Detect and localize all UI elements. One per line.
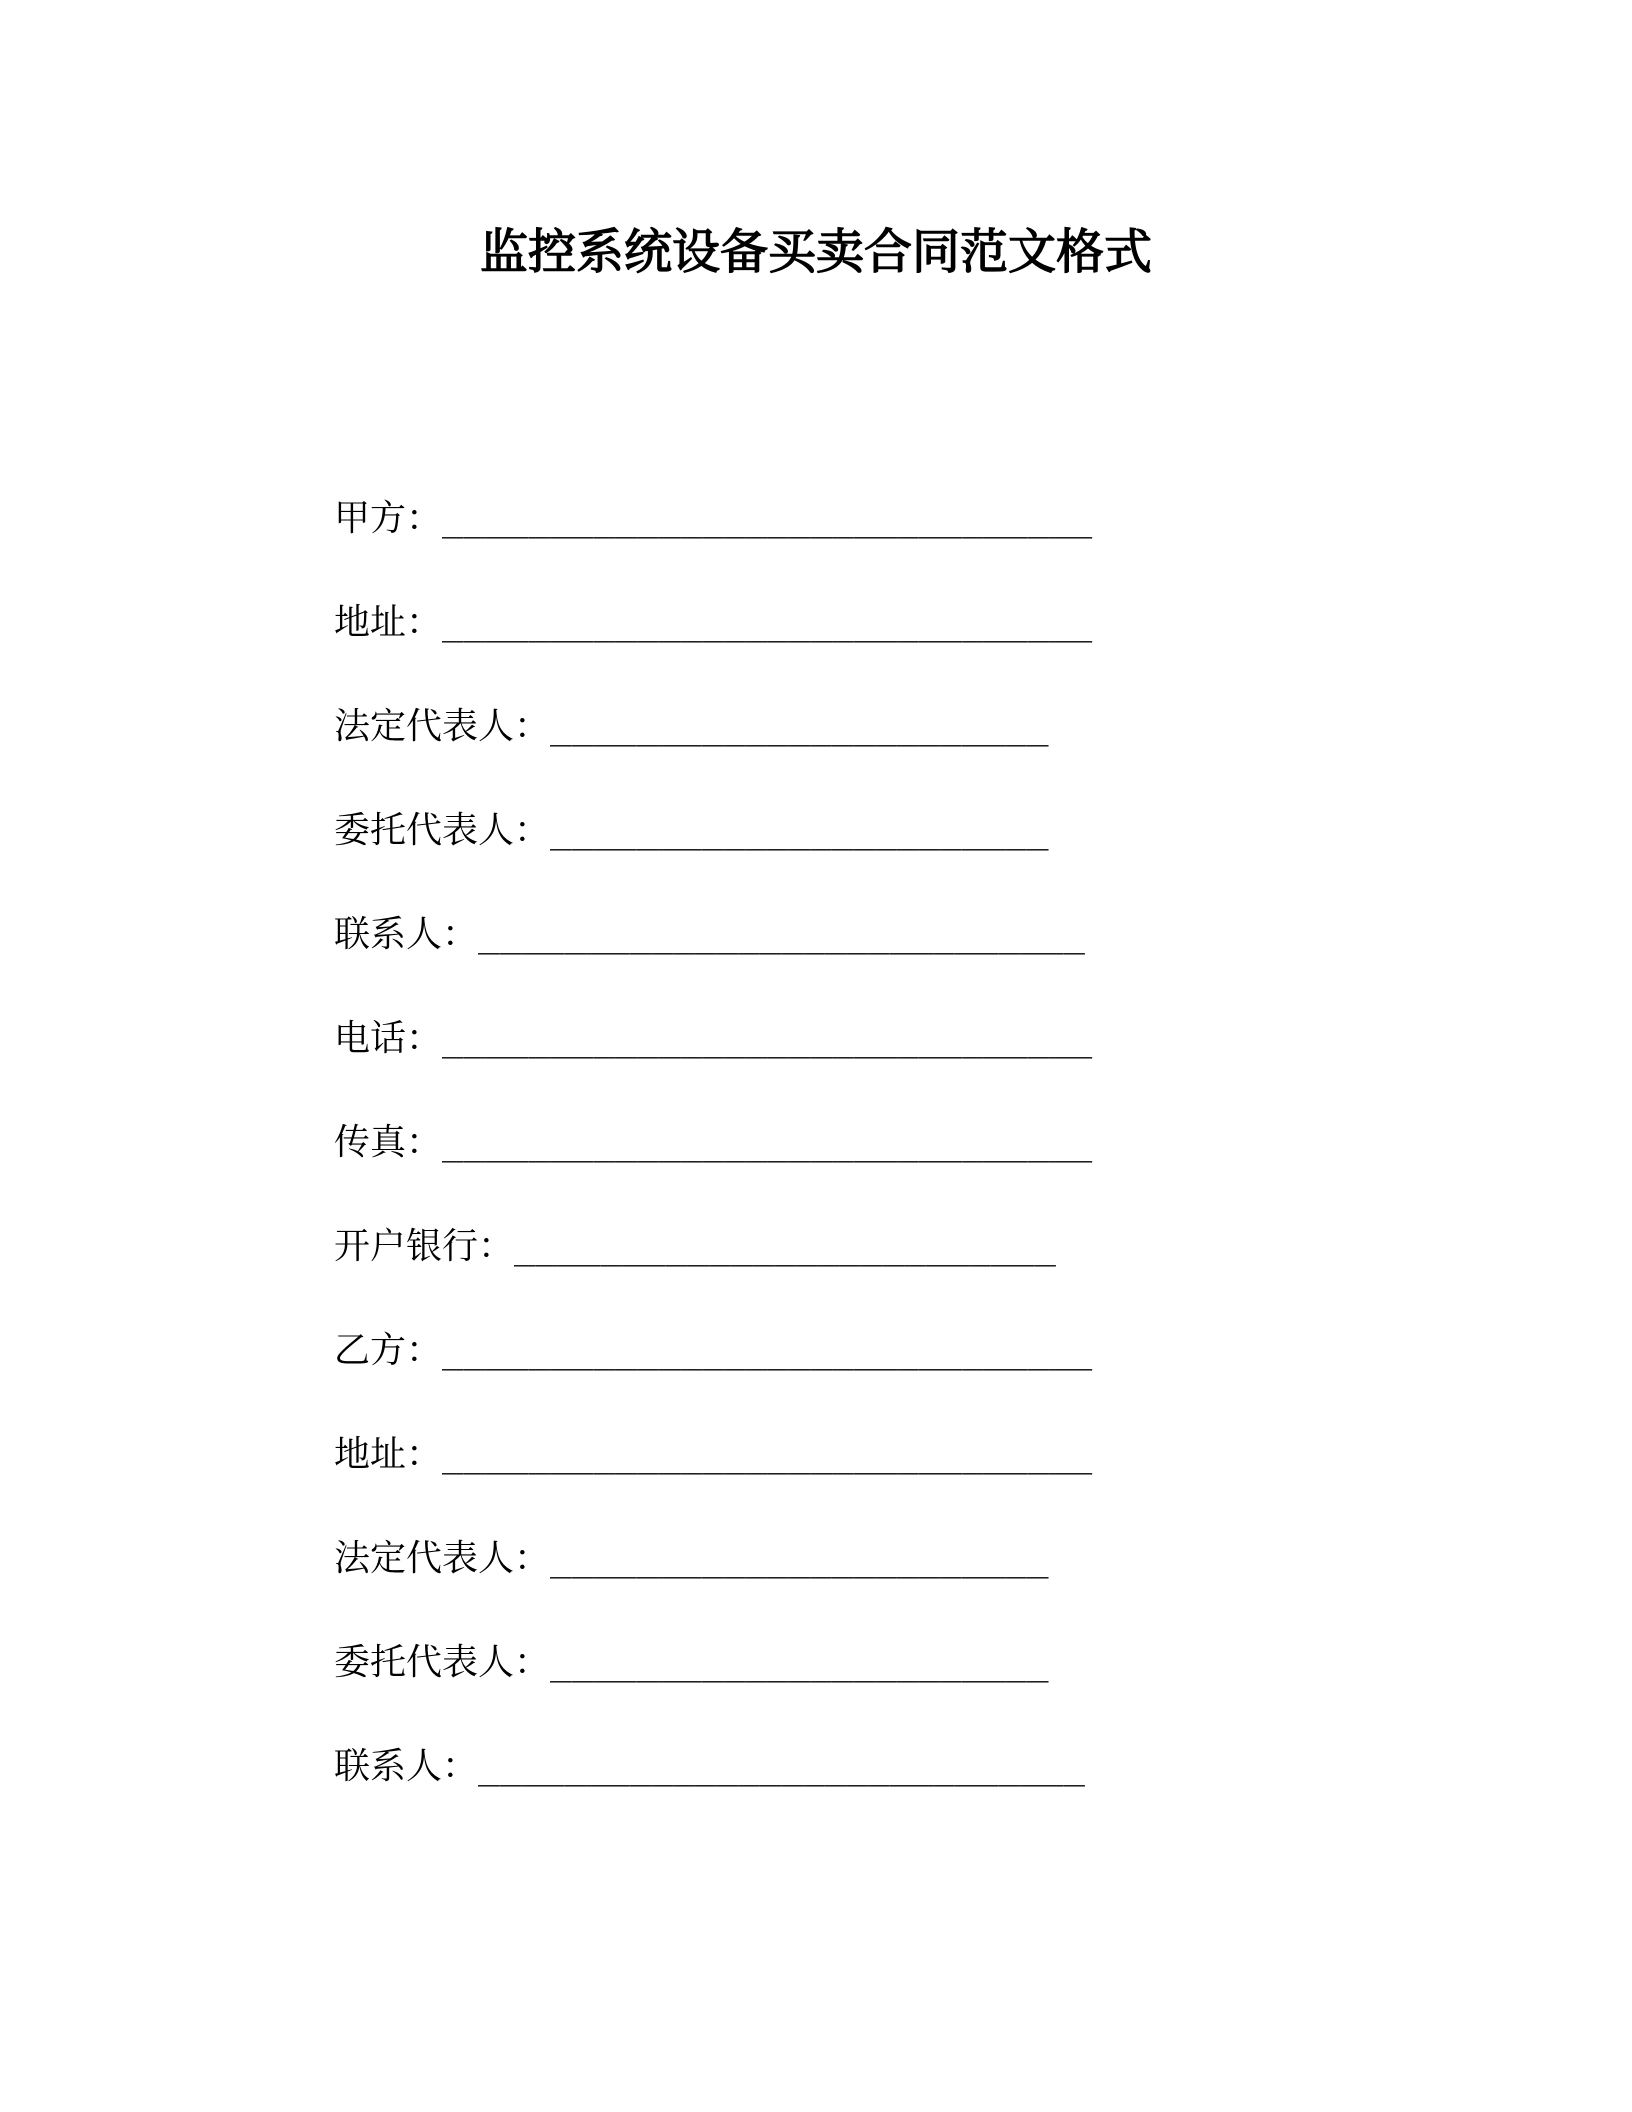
field-label: 委托代表人：	[334, 1642, 551, 1683]
field-label: 地址：	[334, 1434, 443, 1475]
field-party-a-address	[334, 596, 1234, 700]
fill-in-blank: ______________________________	[442, 1434, 1093, 1475]
field-party-a	[334, 492, 1234, 596]
field-party-a-bank	[334, 1220, 1234, 1324]
fill-in-blank: ______________________________	[442, 1122, 1093, 1163]
fill-in-blank: _________________________	[514, 1226, 1056, 1267]
fill-in-blank: ____________________________	[478, 914, 1085, 955]
field-party-b-address	[334, 1428, 1234, 1532]
document-title: 监控系统设备买卖合同范文格式	[479, 224, 1152, 280]
field-party-a-phone	[334, 1012, 1234, 1116]
field-party-a-fax	[334, 1116, 1234, 1220]
field-party-b-contact	[334, 1740, 1234, 1844]
field-label: 法定代表人：	[334, 706, 551, 747]
field-label: 委托代表人：	[334, 810, 551, 851]
field-party-b-authorized-representative	[334, 1636, 1234, 1740]
fill-in-blank: ______________________________	[442, 1330, 1093, 1371]
field-label: 开户银行：	[334, 1226, 515, 1267]
field-label: 地址：	[334, 602, 443, 643]
field-party-a-authorized-representative	[334, 804, 1234, 908]
field-party-a-legal-representative	[334, 700, 1234, 804]
field-party-b-legal-representative	[334, 1532, 1234, 1636]
party-info-fields	[334, 492, 1234, 1844]
field-label: 乙方：	[334, 1330, 443, 1371]
fill-in-blank: ____________________________	[478, 1746, 1085, 1787]
field-label: 电话：	[334, 1018, 443, 1059]
fill-in-blank: _______________________	[550, 1538, 1049, 1579]
field-label: 联系人：	[334, 914, 479, 955]
fill-in-blank: ______________________________	[442, 498, 1093, 539]
field-party-b	[334, 1324, 1234, 1428]
fill-in-blank: _______________________	[550, 1642, 1049, 1683]
field-label: 法定代表人：	[334, 1538, 551, 1579]
fill-in-blank: ______________________________	[442, 1018, 1093, 1059]
field-label: 传真：	[334, 1122, 443, 1163]
field-label: 联系人：	[334, 1746, 479, 1787]
field-party-a-contact	[334, 908, 1234, 1012]
fill-in-blank: _______________________	[550, 706, 1049, 747]
fill-in-blank: _______________________	[550, 810, 1049, 851]
field-label: 甲方：	[334, 498, 443, 539]
fill-in-blank: ______________________________	[442, 602, 1093, 643]
